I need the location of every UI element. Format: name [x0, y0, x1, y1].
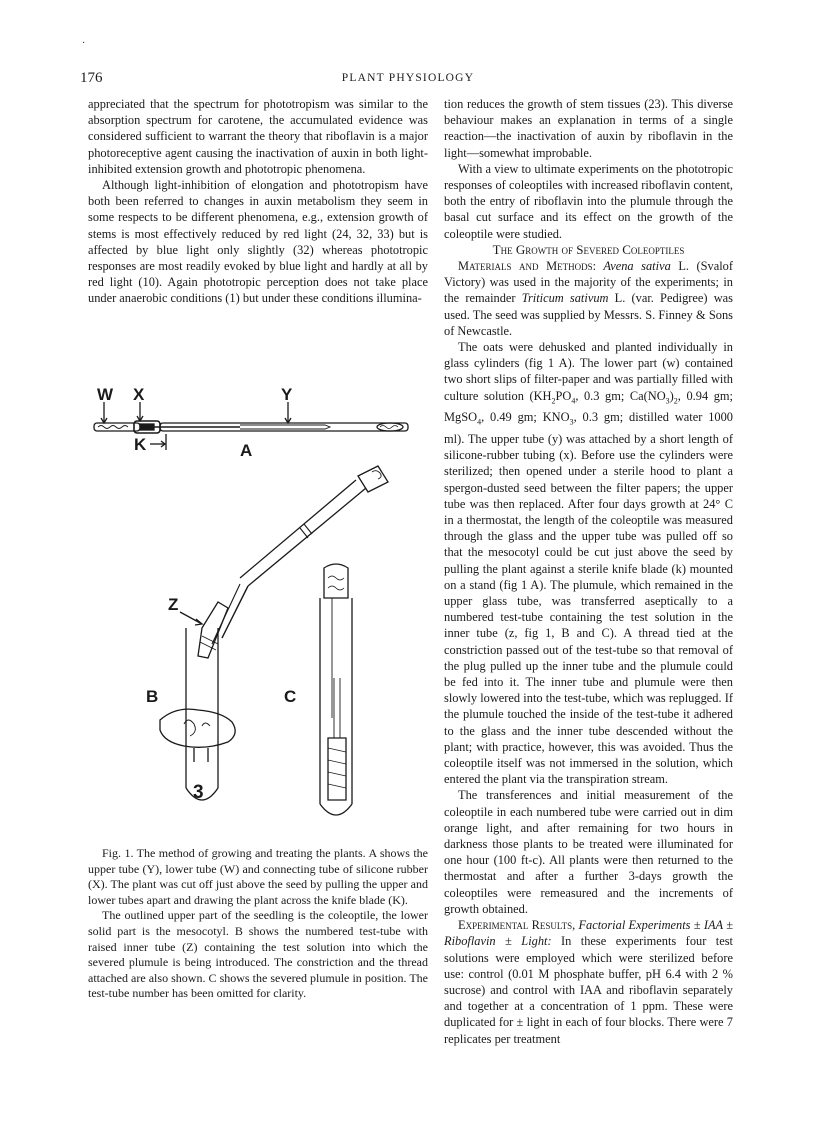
- sub-2a: 2: [551, 396, 556, 406]
- label-a: A: [240, 441, 253, 460]
- tube-c-cotton: [328, 576, 344, 590]
- figure-1-diagram: [90, 388, 430, 840]
- caption-part-1: Fig. 1. The method of growing and treating the plants. A shows the upper tube (Y), lower tube (W) and connecting tube of silicone rubber (X). The plant was cut off just above the seed by pulling the upper and lower tubes apart and drawing the plant across the knife blade (K).: [88, 846, 428, 907]
- sub-4a: 4: [571, 396, 576, 406]
- results-paragraph: [444, 917, 733, 1047]
- label-tube-number: 3: [193, 782, 204, 803]
- c-solution-2: [328, 760, 346, 764]
- filter-paper: [98, 426, 128, 429]
- right-paragraph-1: tion reduces the growth of stem tissues (23). This diverse behaviour makes an explanation in terms of a single reaction—the inactivation of auxin by riboflavin in the light—somewhat improbable.: [444, 97, 733, 160]
- page-number: 176: [80, 70, 103, 86]
- label-c: C: [284, 687, 297, 706]
- running-head: PLANT PHYSIOLOGY: [341, 72, 475, 84]
- materials-methods-paragraph: [444, 258, 733, 339]
- plug-cotton: [380, 426, 398, 429]
- methods-text-d: ): [669, 388, 674, 403]
- sub-4b: 4: [477, 417, 482, 427]
- right-column: [444, 96, 733, 1047]
- transference-paragraph: The transferences and initial measurement of the coleoptile in each numbered tube were carried out in dim orange light, and after remaining for two hours in darkness those plants to be treated were illuminated for one hour (100 ft-c). All plants were then returned to the thermostat and after a further 3-days growth the coleoptiles were remeasured and the increments of growth obtained.: [444, 788, 733, 916]
- methods-text-e: , 0.94 gm; MgSO: [444, 388, 733, 425]
- arrow-z: [180, 612, 202, 624]
- diagonal-cotton: [372, 471, 381, 479]
- methods-text-g: , 0.3 gm; distilled water 1000 ml). The upper tube (y) was attached by a short length of silicone-rubber tubing (x). Before use the cylinders were sterilized; then opened under a sterile hood to plant a spergon-dusted seed between the filter papers; the upper tube was then replaced. After four days growth at 24° C in a thermostat, the length of the coleoptile was measured through the glass and the upper tube was pulled off so that the mesocotyl could be cut just above the seed by pulling the plant against a sterile knife blade (k) mounted on a stand (fig 1 A). The plumule, which remained in the upper glass tube, was transferred aseptically to a numbered test-tube containing the test solution in the inner tube (z, fig 1, B and C). A thread tied at the constriction passed out of the test-tube so that removal of the plug pulled up the inner tube and the plumule could be fed into it. The inner tube and plumule were then slowly lowered into the test-tube, which was replugged. If the plumule touched the inside of the test-tube it adhered to the glass and the inner tube descended without the plant; with practice, however, this was avoided. Thus the coleoptile itself was not immersed in the solution, which entered the plant via the transpiration stream.: [444, 410, 733, 787]
- finger-crease-2: [202, 723, 210, 726]
- left-paragraph-1: appreciated that the spectrum for phototropism was similar to the absorption spectrum for carotene, the accumulated evidence was considered sufficient to warrant the theory that riboflavin is a major photoreceptive agent causing the inactivation of auxin in both light-inhibited extension growth and phototropic phenomena.: [88, 97, 428, 176]
- results-text: In these experiments four test solutions were employed which were sterilized before use: control (0.01 M phosphate buffer, pH 6.4 with 2 % sucrose) and control with IAA and riboflavin separately and together at a concentration of 1 ppm. These were duplicated for ± light in each of four blocks. There were 7 replicates per treatment: [444, 934, 733, 1046]
- label-b: B: [146, 687, 159, 706]
- hand: [160, 709, 235, 747]
- label-y: Y: [281, 388, 293, 404]
- sub-3b: 3: [569, 417, 574, 427]
- diagonal-tube-mark-2: [304, 524, 312, 534]
- species-triticum: Triticum sativum: [521, 291, 609, 306]
- plumule-c: [334, 678, 340, 738]
- left-paragraph-2: Although light-inhibition of elongation and phototropism have both been referred to changes in auxin metabolism they seem in some respects to be different phenomena, e.g., extension growth of stems is most effectively reduced by red light (24, 32, 33) but is affected by blue light only slightly (32) whereas phototropic responses are most readily evoked by blue light and hardly at all by red light (10). Again phototropic perception does not take place under anaerobic conditions (1) but under these conditions illumina-: [88, 178, 428, 306]
- coleoptile: [240, 425, 330, 429]
- methods-text-f: , 0.49 gm; KNO: [481, 410, 570, 425]
- caption-part-2: The outlined upper part of the seedling is the coleoptile, the lower solid part is the mesocotyl. B shows the numbered test-tube with raised inner tube (Z) containing the test solution into which the severed plumule is being introduced. The constriction and the thread attached are also shown. C shows the severed plumule in position. The test-tube number has been omitted for clarity.: [88, 908, 428, 1001]
- figure-caption: [88, 846, 428, 1002]
- diagonal-tube-edge-1: [240, 480, 356, 578]
- tube-c-plug: [324, 564, 348, 598]
- materials-methods-heading: Materials and Methods:: [458, 259, 597, 274]
- plug: [377, 423, 403, 431]
- species-avena: Avena sativa: [596, 259, 679, 274]
- label-w: W: [97, 388, 114, 404]
- materials-text-1: L. (Svalof Victory) was used in the majority of the experiments; in the remainder: [444, 259, 733, 306]
- corner-mark: ·: [82, 38, 86, 49]
- sub-3a: 3: [665, 396, 670, 406]
- right-paragraph-2: With a view to ultimate experiments on the phototropic responses of coleoptiles with increased riboflavin content, both the entry of riboflavin into the plumule through the basal cut surface and its effect on the growth of the coleoptile were studied.: [444, 161, 733, 241]
- left-column: [88, 96, 428, 307]
- inner-tube-z: [198, 602, 228, 658]
- materials-text-2: L. (var. Pedigree) was used. The seed was supplied by Messrs. S. Finney & Sons of Newcastle.: [444, 291, 733, 338]
- label-z: Z: [168, 595, 179, 614]
- lower-tube-w: [94, 423, 140, 431]
- inner-tube-c: [328, 738, 346, 800]
- methods-text-b: PO: [555, 388, 572, 403]
- diagonal-upper-tube: [212, 466, 388, 644]
- methods-paragraph: [444, 339, 733, 787]
- c-solution-4: [328, 784, 346, 788]
- test-tube-c: [320, 564, 352, 815]
- diagonal-tube-mark: [300, 528, 308, 538]
- c-solution-3: [328, 772, 346, 776]
- diagonal-plug-end: [358, 466, 388, 492]
- section-heading: The Growth of Severed Coleoptiles: [492, 241, 685, 257]
- methods-text-c: , 0.3 gm; Ca(NO: [575, 388, 666, 403]
- test-tube-b: [160, 602, 235, 800]
- c-solution-1: [328, 748, 346, 752]
- results-heading: Experimental Results,: [458, 918, 576, 933]
- seed: [140, 424, 154, 430]
- label-x: X: [133, 388, 145, 404]
- tube-c-bottom: [320, 804, 352, 815]
- sub-2b: 2: [673, 396, 678, 406]
- label-k: K: [134, 435, 147, 454]
- results-subheading: Factorial Experiments ± IAA ± Riboflavin ± Light:: [444, 918, 733, 949]
- methods-text-a: The oats were dehusked and planted individually in glass cylinders (fig 1 A). The lower part (w) contained two short slips of filter-paper and was partially filled with culture solution (KH: [444, 340, 733, 403]
